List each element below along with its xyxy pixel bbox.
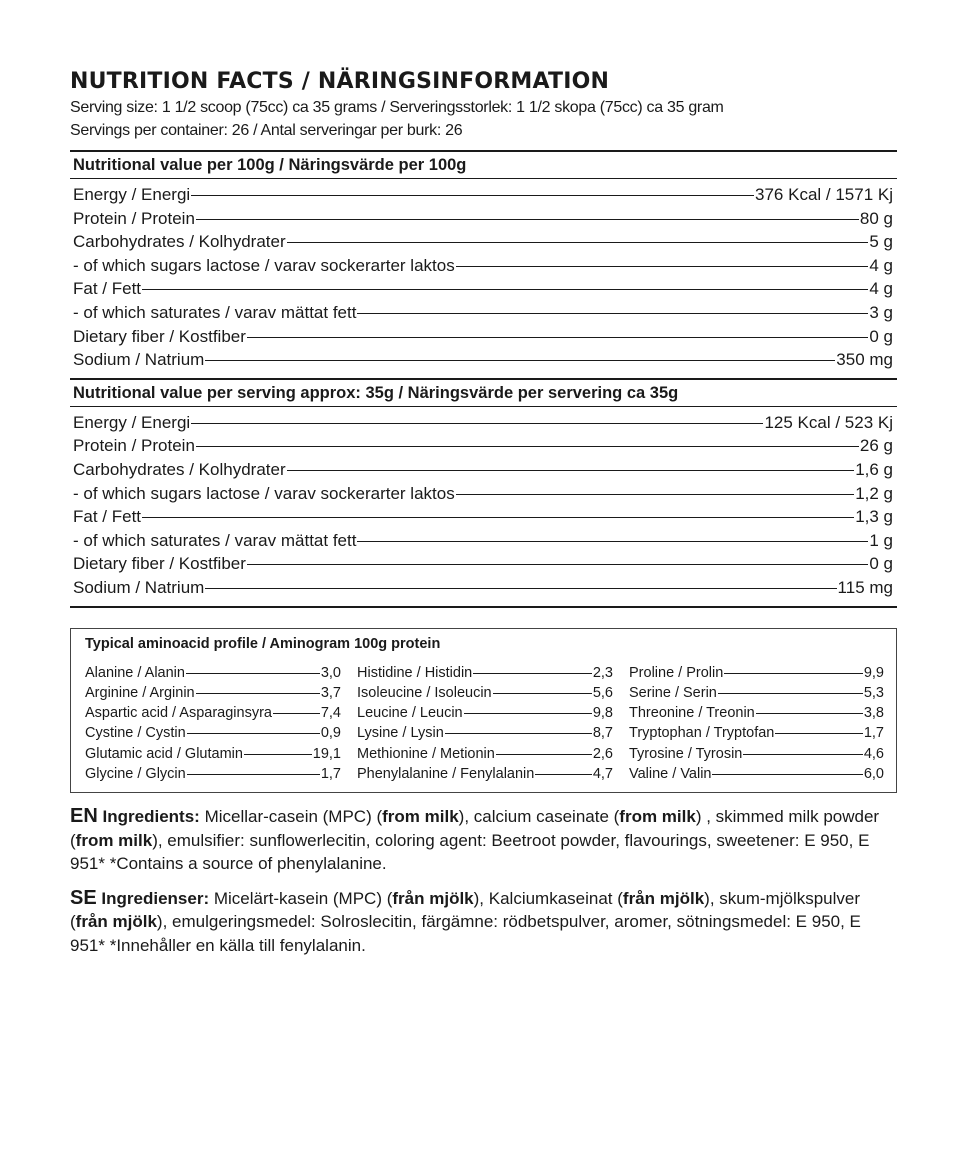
- amino-label: Methionine / Metionin: [357, 745, 495, 762]
- amino-value: 6,0: [863, 765, 884, 782]
- amino-column: [629, 663, 884, 785]
- row-label: Dietary fiber / Kostfiber: [73, 554, 246, 574]
- ingredient-text: Micelärt-kasein (MPC) (: [213, 888, 393, 908]
- amino-row: [357, 723, 613, 743]
- amino-label: Tryptophan / Tryptofan: [629, 725, 775, 742]
- leader-line: [142, 289, 868, 290]
- table-row: [73, 529, 893, 553]
- leader-line: [187, 774, 320, 775]
- row-value: 5 g: [869, 232, 893, 252]
- leader-line: [287, 242, 869, 243]
- leader-line: [357, 313, 868, 314]
- table-row: [73, 277, 893, 301]
- amino-row: [629, 764, 884, 784]
- row-label: Sodium / Natrium: [73, 350, 205, 370]
- amino-label: Tyrosine / Tyrosin: [629, 745, 743, 762]
- amino-value: 3,7: [320, 684, 341, 701]
- leader-line: [196, 446, 859, 447]
- amino-value: 2,6: [592, 745, 613, 762]
- leader-line: [191, 195, 754, 196]
- leader-line: [493, 693, 592, 694]
- leader-line: [775, 733, 862, 734]
- amino-value: 0,9: [320, 725, 341, 742]
- amino-row: [85, 703, 341, 723]
- per-serving-table: [70, 407, 897, 606]
- leader-line: [247, 564, 868, 565]
- ingredient-text: ), Kalciumkaseinat (: [473, 888, 623, 908]
- table-row: [73, 411, 893, 435]
- allergen-text: från mjölk: [75, 912, 157, 932]
- amino-value: 4,6: [863, 745, 884, 762]
- amino-value: 2,3: [592, 664, 613, 681]
- row-label: - of which sugars lactose / varav sockerarter laktos: [73, 255, 455, 275]
- ingredient-text: ), calcium caseinate (: [458, 807, 620, 827]
- leader-line: [724, 673, 863, 674]
- amino-label: Proline / Prolin: [629, 664, 724, 681]
- row-value: 3 g: [869, 302, 893, 322]
- table-row: [73, 482, 893, 506]
- table-row: [73, 505, 893, 529]
- ingredients-en: [70, 805, 897, 876]
- row-value: 1,2 g: [855, 483, 893, 503]
- row-label: Energy / Energi: [73, 412, 191, 432]
- row-label: Carbohydrates / Kolhydrater: [73, 459, 286, 479]
- ingredients-se-label: Ingredienser:: [101, 888, 210, 908]
- amino-value: 5,3: [863, 684, 884, 701]
- amino-row: [85, 723, 341, 743]
- amino-row: [357, 744, 613, 764]
- leader-line: [456, 266, 869, 267]
- amino-label: Arginine / Arginin: [85, 684, 195, 701]
- amino-row: [85, 683, 341, 703]
- leader-line: [186, 673, 320, 674]
- leader-line: [456, 494, 854, 495]
- amino-row: [357, 683, 613, 703]
- amino-value: 3,0: [320, 664, 341, 681]
- amino-value: 3,8: [863, 705, 884, 722]
- amino-label: Valine / Valin: [629, 765, 712, 782]
- leader-line: [756, 713, 863, 714]
- row-label: Energy / Energi: [73, 185, 191, 204]
- row-value: 4 g: [869, 279, 893, 299]
- row-value: 115 mg: [837, 577, 893, 597]
- row-value: 0 g: [869, 554, 893, 574]
- ingredient-text: Micellar-casein (MPC) (: [204, 807, 383, 827]
- amino-label: Threonine / Treonin: [629, 705, 755, 722]
- row-label: - of which saturates / varav mättat fett: [73, 530, 357, 550]
- amino-value: 9,9: [863, 664, 884, 681]
- page-title: NUTRITION FACTS / NÄRINGSINFORMATION: [70, 69, 610, 94]
- amino-column: [85, 663, 341, 785]
- leader-line: [743, 754, 862, 755]
- amino-label: Lysine / Lysin: [357, 725, 444, 742]
- row-label: Sodium / Natrium: [73, 577, 205, 597]
- amino-value: 7,4: [320, 705, 341, 722]
- table-row: [73, 552, 893, 576]
- amino-row: [357, 703, 613, 723]
- amino-label: Glutamic acid / Glutamin: [85, 745, 243, 762]
- leader-line: [357, 541, 868, 542]
- amino-row: [85, 764, 341, 784]
- row-value: 125 Kcal / 523 Kj: [764, 412, 893, 432]
- per100-table: [70, 179, 897, 378]
- ingredient-text: ) , skimmed milk powder (: [70, 807, 880, 850]
- amino-value: 5,6: [592, 684, 613, 701]
- lang-code-en: EN: [70, 805, 98, 828]
- row-label: Carbohydrates / Kolhydrater: [73, 232, 286, 252]
- amino-value: 1,7: [320, 765, 341, 782]
- leader-line: [196, 219, 859, 220]
- amino-label: Alanine / Alanin: [85, 664, 185, 681]
- amino-grid: [85, 663, 884, 785]
- row-value: 350 mg: [836, 350, 893, 370]
- nutrition-label: [70, 68, 897, 968]
- amino-value: 4,7: [592, 765, 613, 782]
- amino-label: Histidine / Histidin: [357, 664, 473, 681]
- amino-value: 19,1: [312, 745, 341, 762]
- amino-label: Cystine / Cystin: [85, 725, 186, 742]
- leader-line: [287, 470, 855, 471]
- leader-line: [445, 733, 592, 734]
- row-label: Dietary fiber / Kostfiber: [73, 326, 246, 346]
- leader-line: [205, 588, 836, 589]
- amino-column: [357, 663, 613, 785]
- row-value: 4 g: [869, 255, 893, 275]
- amino-row: [357, 663, 613, 683]
- leader-line: [464, 713, 592, 714]
- amino-row: [629, 723, 884, 743]
- row-label: Fat / Fett: [73, 279, 142, 299]
- row-value: 26 g: [859, 436, 893, 456]
- leader-line: [718, 693, 863, 694]
- ingredient-text: ), emulgeringsmedel: Solroslecitin, färgämne: rödbetspulver, aromer, sötningsmedel: E 950, E 951* *Innehåller en källa till fenylalanin.: [70, 912, 861, 955]
- amino-profile-box: [70, 628, 897, 794]
- ingredients: [70, 805, 897, 957]
- row-label: Protein / Protein: [73, 208, 195, 228]
- table-row: [73, 348, 893, 372]
- row-value: 0 g: [869, 326, 893, 346]
- table-row: [73, 434, 893, 458]
- row-value: 1,6 g: [855, 459, 893, 479]
- table-row: [73, 183, 893, 207]
- ingredients-se: [70, 887, 897, 958]
- amino-row: [629, 744, 884, 764]
- leader-line: [142, 517, 854, 518]
- per-serving-heading: Nutritional value per serving approx: 35g / Näringsvärde per servering ca 35g: [73, 383, 679, 402]
- row-value: 1,3 g: [855, 507, 893, 527]
- leader-line: [196, 693, 320, 694]
- leader-line: [191, 423, 763, 424]
- amino-label: Leucine / Leucin: [357, 705, 463, 722]
- table-row: [73, 576, 893, 600]
- row-label: - of which sugars lactose / varav sockerarter laktos: [73, 483, 455, 503]
- amino-row: [629, 683, 884, 703]
- divider: [70, 606, 897, 608]
- amino-row: [85, 663, 341, 683]
- leader-line: [273, 713, 320, 714]
- per100-heading: Nutritional value per 100g / Näringsvärde per 100g: [73, 156, 467, 174]
- leader-line: [244, 754, 312, 755]
- amino-row: [357, 764, 613, 784]
- row-label: Protein / Protein: [73, 436, 195, 456]
- ingredient-text: ), emulsifier: sunflowerlecitin, coloring agent: Beetroot powder, flavourings, sweetener: E 950, E 951* *Contains a source of phenylalanine.: [70, 830, 870, 874]
- leader-line: [473, 673, 592, 674]
- amino-row: [629, 703, 884, 723]
- amino-label: Glycine / Glycin: [85, 765, 186, 782]
- allergen-text: from milk: [382, 807, 459, 827]
- leader-line: [712, 774, 862, 775]
- amino-label: Aspartic acid / Asparaginsyra: [85, 705, 272, 722]
- row-label: Fat / Fett: [73, 507, 142, 527]
- row-value: 80 g: [859, 208, 893, 228]
- row-value: 376 Kcal / 1571 Kj: [755, 185, 893, 204]
- serving-size: Serving size: 1 1/2 scoop (75cc) ca 35 grams / Serveringsstorlek: 1 1/2 skopa (75cc) ca 35 gram: [70, 99, 724, 116]
- ingredients-en-label: Ingredients:: [102, 807, 200, 827]
- amino-label: Isoleucine / Isoleucin: [357, 684, 492, 701]
- row-label: - of which saturates / varav mättat fett: [73, 302, 357, 322]
- leader-line: [205, 360, 835, 361]
- table-row: [73, 325, 893, 349]
- leader-line: [187, 733, 320, 734]
- amino-row: [85, 744, 341, 764]
- table-row: [73, 207, 893, 231]
- table-row: [73, 458, 893, 482]
- amino-title: Typical aminoacid profile / Aminogram 100g protein: [85, 635, 441, 652]
- amino-value: 9,8: [592, 705, 613, 722]
- leader-line: [247, 337, 868, 338]
- amino-value: 1,7: [863, 725, 884, 742]
- allergen-text: from milk: [619, 807, 696, 827]
- table-row: [73, 230, 893, 254]
- amino-row: [629, 663, 884, 683]
- row-value: 1 g: [869, 530, 893, 550]
- leader-line: [535, 774, 591, 775]
- lang-code-se: SE: [70, 886, 97, 909]
- allergen-text: från mjölk: [622, 888, 705, 908]
- servings-per-container: Servings per container: 26 / Antal serveringar per burk: 26: [70, 122, 463, 139]
- allergen-text: från mjölk: [392, 888, 474, 908]
- leader-line: [496, 754, 592, 755]
- amino-label: Phenylalanine / Fenylalanin: [357, 765, 535, 782]
- ingredient-text: ), skum-mjölkspulver (: [70, 888, 861, 932]
- allergen-text: from milk: [75, 830, 153, 850]
- amino-value: 8,7: [592, 725, 613, 742]
- amino-label: Serine / Serin: [629, 684, 717, 701]
- table-row: [73, 254, 893, 278]
- table-row: [73, 301, 893, 325]
